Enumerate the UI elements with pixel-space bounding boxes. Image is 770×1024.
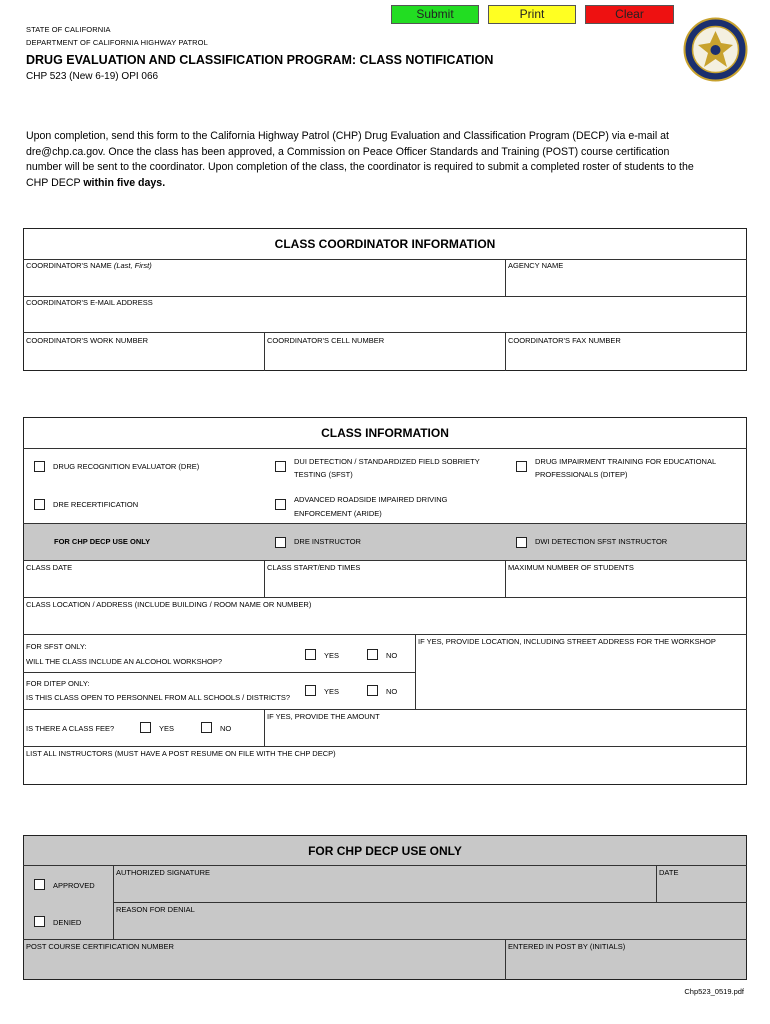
- class-times-field[interactable]: [265, 574, 504, 596]
- entered-by-label: ENTERED IN POST BY (INITIALS): [508, 942, 626, 951]
- fee-amount-label: IF YES, PROVIDE THE AMOUNT: [267, 712, 380, 721]
- open-to-all-question: IS THIS CLASS OPEN TO PERSONNEL FROM ALL SCHOOLS / DISTRICTS?: [26, 693, 291, 702]
- dre-label: DRUG RECOGNITION EVALUATOR (DRE): [53, 462, 200, 471]
- dre-recertification-label: DRE RECERTIFICATION: [53, 500, 139, 509]
- coordinator-cell-number-field[interactable]: [265, 347, 504, 370]
- fee-amount-field[interactable]: [265, 723, 746, 745]
- decp-use-only-label: FOR CHP DECP USE ONLY: [54, 537, 151, 546]
- sfst-only-label: FOR SFST ONLY:: [26, 642, 87, 651]
- authorized-signature-label: AUTHORIZED SIGNATURE: [116, 868, 211, 877]
- denied-label: DENIED: [53, 918, 82, 927]
- coordinator-email-field[interactable]: [24, 309, 746, 331]
- class-fee-yes-label: YES: [159, 724, 175, 733]
- class-fee-no-checkbox[interactable]: [201, 722, 212, 733]
- coordinator-name-field[interactable]: [24, 272, 504, 295]
- sfst-checkbox[interactable]: [275, 461, 286, 472]
- department-label: DEPARTMENT OF CALIFORNIA HIGHWAY PATROL: [26, 38, 208, 47]
- print-button[interactable]: Print: [488, 5, 576, 24]
- sfst-label: DUI DETECTION / STANDARDIZED FIELD SOBRIETY TESTING (SFST): [294, 457, 480, 479]
- coordinator-email-label: COORDINATOR'S E-MAIL ADDRESS: [26, 298, 153, 307]
- alcohol-workshop-question: WILL THE CLASS INCLUDE AN ALCOHOL WORKSHOP?: [26, 657, 223, 666]
- denial-reason-label: REASON FOR DENIAL: [116, 905, 195, 914]
- denied-checkbox[interactable]: [34, 916, 45, 927]
- open-to-all-no-checkbox[interactable]: [367, 685, 378, 696]
- form-id: CHP 523 (New 6-19) OPI 066: [26, 71, 159, 82]
- denial-reason-field[interactable]: [114, 916, 746, 938]
- ditep-label: DRUG IMPAIRMENT TRAINING FOR EDUCATIONAL PROFESSIONALS (DITEP): [535, 457, 717, 479]
- coordinator-work-number-label: COORDINATOR'S WORK NUMBER: [26, 336, 148, 345]
- class-location-field[interactable]: [24, 611, 746, 633]
- decp-use-only-section-title: FOR CHP DECP USE ONLY: [308, 844, 462, 858]
- coordinator-work-number-field[interactable]: [24, 347, 263, 370]
- coordinator-name-label: COORDINATOR'S NAME (Last, First): [26, 261, 152, 270]
- workshop-location-label: IF YES, PROVIDE LOCATION, INCLUDING STREET ADDRESS FOR THE WORKSHOP: [418, 637, 716, 646]
- max-students-field[interactable]: [506, 574, 746, 596]
- open-to-all-no-label: NO: [386, 687, 398, 696]
- post-cert-number-label: POST COURSE CERTIFICATION NUMBER: [26, 942, 174, 951]
- class-times-label: CLASS START/END TIMES: [267, 563, 361, 572]
- approved-checkbox[interactable]: [34, 879, 45, 890]
- class-fee-no-label: NO: [220, 724, 232, 733]
- intro-line-1: Upon completion, send this form to the California Highway Patrol (CHP) Drug Evaluation and Classification Program (DECP) via e-mail at: [26, 130, 669, 142]
- class-location-label: CLASS LOCATION / ADDRESS (INCLUDE BUILDING / ROOM NAME OR NUMBER): [26, 600, 312, 609]
- clear-button[interactable]: Clear: [585, 5, 674, 24]
- intro-deadline: within five days.: [83, 176, 166, 189]
- intro-line-4: CHP DECP: [26, 176, 84, 189]
- alcohol-workshop-no-checkbox[interactable]: [367, 649, 378, 660]
- intro-paragraph: [26, 129, 746, 191]
- dwi-instructor-checkbox[interactable]: [516, 537, 527, 548]
- alcohol-workshop-no-label: NO: [386, 651, 398, 660]
- entered-by-field[interactable]: [506, 953, 746, 979]
- ditep-checkbox[interactable]: [516, 461, 527, 472]
- approved-label: APPROVED: [53, 881, 95, 890]
- instructors-field[interactable]: [24, 760, 746, 784]
- intro-line-2: dre@chp.ca.gov. Once the class has been approved, a Commission on Peace Officer Standards and Training (POST) course certification: [26, 145, 670, 158]
- post-cert-number-field[interactable]: [24, 953, 504, 979]
- class-fee-question: IS THERE A CLASS FEE?: [26, 724, 115, 733]
- workshop-location-field[interactable]: [416, 648, 746, 708]
- class-fee-yes-checkbox[interactable]: [140, 722, 151, 733]
- dre-instructor-checkbox[interactable]: [275, 537, 286, 548]
- state-label: STATE OF CALIFORNIA: [26, 25, 111, 34]
- aride-label: ADVANCED ROADSIDE IMPAIRED DRIVING ENFORCEMENT (ARIDE): [294, 495, 448, 518]
- class-info-section-title: CLASS INFORMATION: [321, 426, 449, 440]
- intro-line-3: number will be sent to the coordinator. Upon completion of the class, the coordinator is required to submit a completed roster of students to the: [26, 161, 694, 174]
- alcohol-workshop-yes-label: YES: [324, 651, 340, 660]
- open-to-all-yes-checkbox[interactable]: [305, 685, 316, 696]
- approval-date-label: DATE: [659, 868, 679, 877]
- open-to-all-yes-label: YES: [324, 687, 340, 696]
- instructors-label: LIST ALL INSTRUCTORS (MUST HAVE A POST RESUME ON FILE WITH THE CHP DECP): [26, 749, 336, 758]
- dre-checkbox[interactable]: [34, 461, 45, 472]
- chp-seal-logo: [683, 17, 748, 82]
- ditep-only-label: FOR DITEP ONLY:: [26, 679, 90, 688]
- class-date-field[interactable]: [24, 574, 263, 596]
- agency-name-field[interactable]: [506, 272, 746, 295]
- authorized-signature-field[interactable]: [114, 879, 655, 901]
- footer-filename: Chp523_0519.pdf: [684, 987, 744, 996]
- aride-checkbox[interactable]: [275, 499, 286, 510]
- coordinator-section-title: CLASS COORDINATOR INFORMATION: [274, 237, 496, 251]
- page-title: DRUG EVALUATION AND CLASSIFICATION PROGRAM: CLASS NOTIFICATION: [26, 53, 494, 67]
- coordinator-fax-number-label: COORDINATOR'S FAX NUMBER: [508, 336, 621, 345]
- alcohol-workshop-yes-checkbox[interactable]: [305, 649, 316, 660]
- approval-date-field[interactable]: [657, 879, 746, 901]
- submit-button[interactable]: Submit: [391, 5, 479, 24]
- coordinator-cell-number-label: COORDINATOR'S CELL NUMBER: [267, 336, 385, 345]
- dwi-instructor-label: DWI DETECTION SFST INSTRUCTOR: [535, 537, 668, 546]
- class-date-label: CLASS DATE: [26, 563, 73, 572]
- dre-instructor-label: DRE INSTRUCTOR: [294, 537, 361, 546]
- max-students-label: MAXIMUM NUMBER OF STUDENTS: [508, 563, 634, 572]
- agency-name-label: AGENCY NAME: [508, 261, 564, 270]
- dre-recertification-checkbox[interactable]: [34, 499, 45, 510]
- coordinator-fax-number-field[interactable]: [506, 347, 746, 370]
